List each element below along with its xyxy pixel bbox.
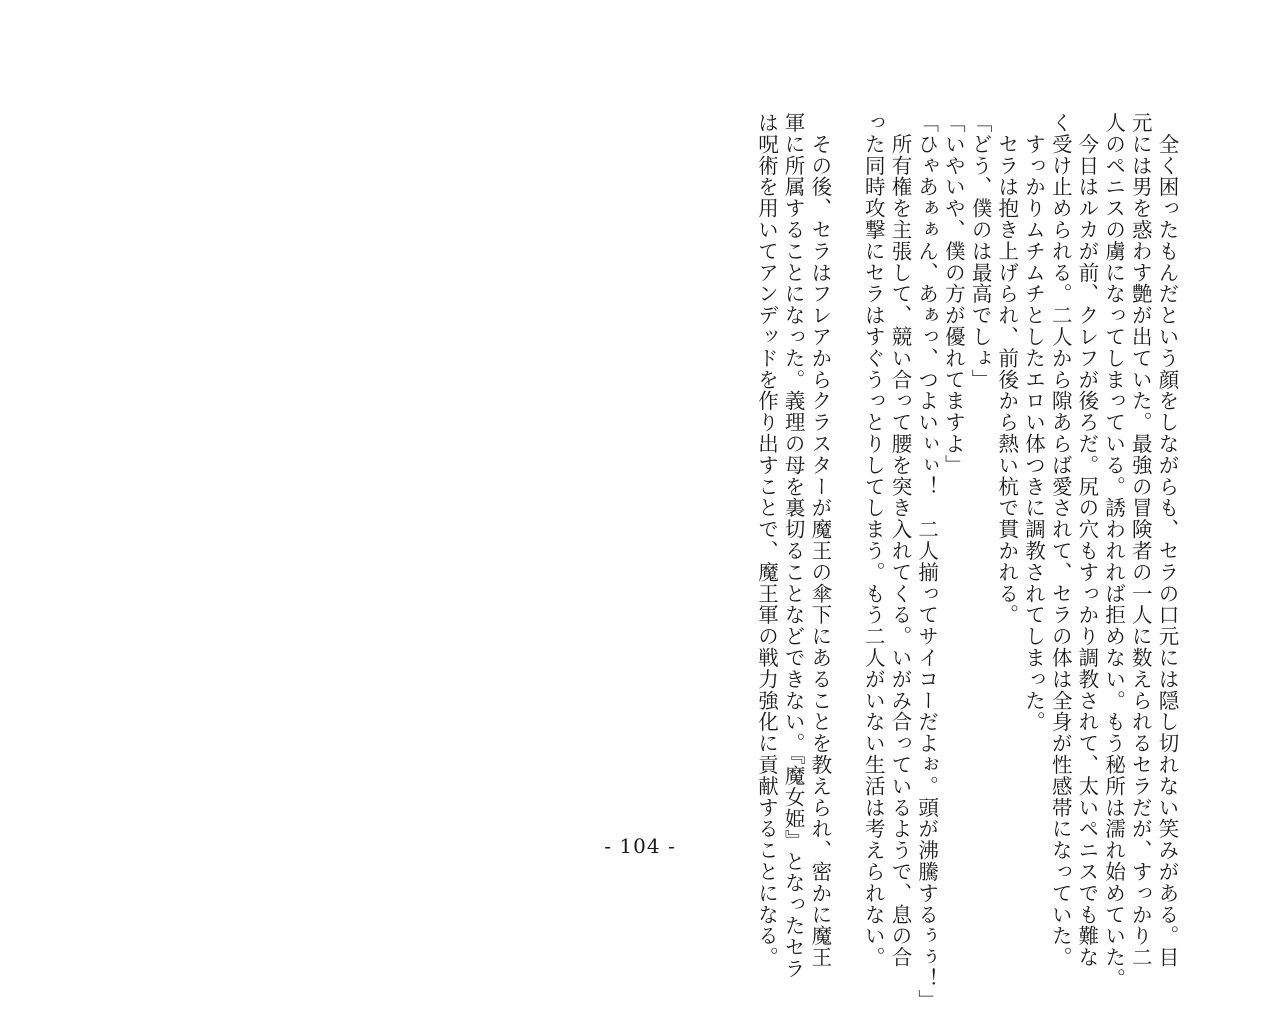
text-line-13: その後、セラはフレアからクラスターが魔王の傘下にあることを教えられ、密かに魔王 — [807, 112, 832, 968]
text-line-7: セラは抱き上げられ、前後から熱い杭で貫かれる。 — [994, 112, 1019, 626]
paragraph-break — [833, 112, 860, 812]
text-line-5: く受け止められる。二人から隙あらば愛されて、セラの体は全身が性感帯になっていた。 — [1048, 112, 1073, 968]
text-line-12: った同時攻撃にセラはすぐうっとりしてしまう。もう二人がいない生活は考えられない。 — [861, 112, 886, 968]
page-number: - 104 - — [604, 834, 676, 858]
text-line-1: 全く困ったもんだという顔をしながらも、セラの口元には隠し切れない笑みがある。目 — [1155, 112, 1179, 968]
text-line-14: 軍に所属することになった。義理の母を裏切ることなどできない。『魔女姫』となったセラ — [781, 112, 806, 980]
text-line-8: 「どう、僕のは最高でしょ」 — [968, 112, 993, 391]
text-line-11: 所有権を主張して、競い合って腰を突き入れてくる。いがみ合っているようで、息の合 — [887, 112, 912, 968]
text-line-2: 元には男を惑わす艶が出ていた。最強の冒険者の一人に数えられるセラだが、すっかり二 — [1128, 112, 1153, 968]
text-line-3: 人のペニスの虜になってしまっている。誘われれば拒めない。もう秘所は濡れ始めていた。 — [1101, 112, 1126, 990]
text-line-4: 今日はルカが前、クレフが後ろだ。尻の穴もすっかり調教されて、太いペニスでも難な — [1074, 112, 1099, 968]
text-line-6: すっかりムチムチとしたエロい体つきに調教されてしまった。 — [1021, 112, 1046, 733]
text-line-9: 「いやいや、僕の方が優れてますよ」 — [941, 112, 966, 476]
text-line-15: は呪術を用いてアンデッドを作り出すことで、魔王軍の戦力強化に貢献することになる。 — [754, 112, 779, 968]
text-line-10: 「ひゃあぁぁん、あぁっ、つよいぃぃ！ 二人揃ってサイコーだよぉ。頭が沸騰するぅぅ！」 — [914, 112, 939, 1011]
body-text — [753, 112, 1180, 1011]
